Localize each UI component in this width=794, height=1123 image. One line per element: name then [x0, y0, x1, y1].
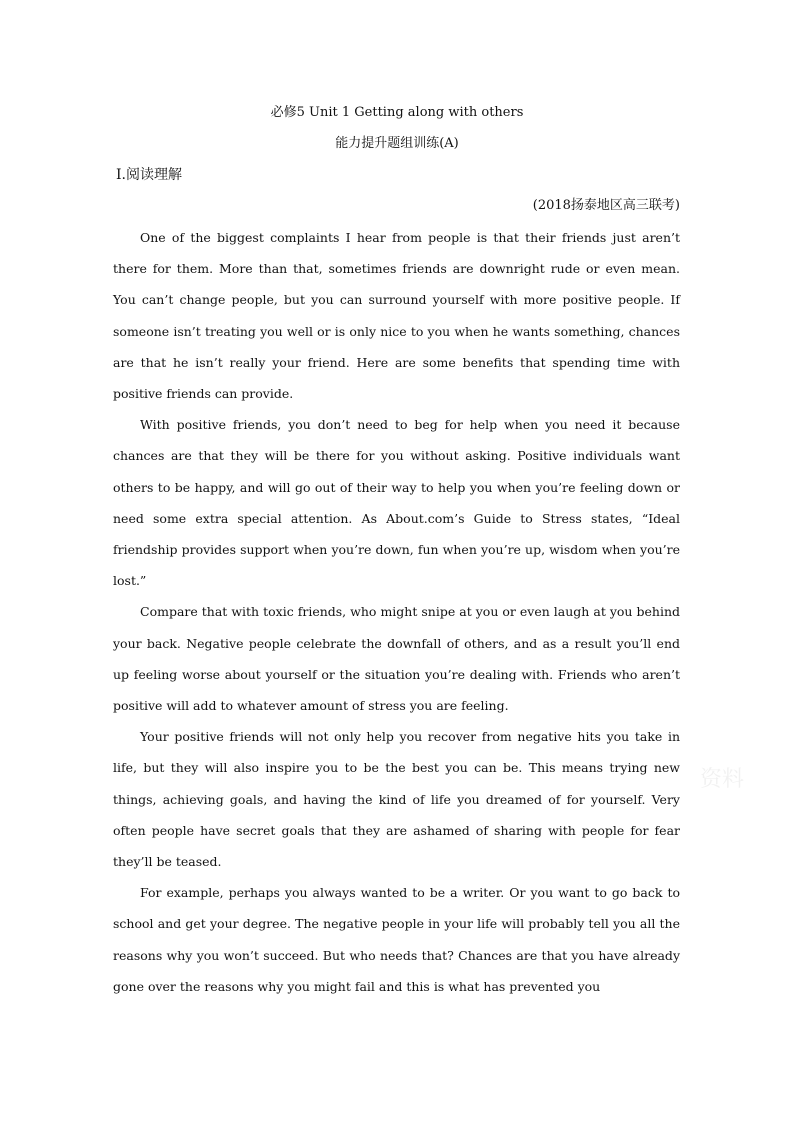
paragraph: With positive friends, you don’t need to beg for help when you need it because chances are that they will be there for you without asking. Positive individuals want others to be happy, and will go out of their way to help you when you’re feeling down or need some extra special attention. As About.com’s Guide to Stress states, “Ideal friendship provides support when you’re down, fun when you’re up, wisdom when you’re lost.” [113, 417, 680, 589]
exercise-title: 能力提升题组训练(A) [335, 136, 459, 151]
paragraph: Your positive friends will not only help you recover from negative hits you take in life, but they will also inspire you to be the best you can be. This means trying new things, achieving goals, and having the kind of life you dreamed of for yourself. Very often people have secret goals that they are ashamed of sharing with people for fear they’ll be teased. [113, 729, 680, 870]
section-heading: Ⅰ.阅读理解 [116, 167, 182, 183]
paragraph: Compare that with toxic friends, who might snipe at you or even laugh at you behind your back. Negative people celebrate the downfall of others, and as a result you’ll end up feeling worse about yourself or the situation you’re dealing with. Friends who aren’t positive will add to whatever amount of stress you are feeling. [113, 604, 680, 714]
reading-passage [113, 222, 680, 1002]
source-note: (2018扬泰地区高三联考) [532, 198, 680, 213]
paragraph: For example, perhaps you always wanted to be a writer. Or you want to go back to school and get your degree. The negative people in your life will probably tell you all the reasons why you won’t succeed. But who needs that? Chances are that you have already gone over the reasons why you might fail and this is what has prevented you [113, 885, 680, 994]
paragraph: One of the biggest complaints I hear from people is that their friends just aren’t there for them. More than that, sometimes friends are downright rude or even mean. You can’t change people, but you can surround yourself with more positive people. If someone isn’t treating you well or is only nice to you when he wants something, chances are that he isn’t really your friend. Here are some benefits that spending time with positive friends can provide. [113, 230, 680, 402]
watermark: 资料 [700, 767, 745, 792]
unit-title: 必修5 Unit 1 Getting along with others [270, 105, 524, 120]
